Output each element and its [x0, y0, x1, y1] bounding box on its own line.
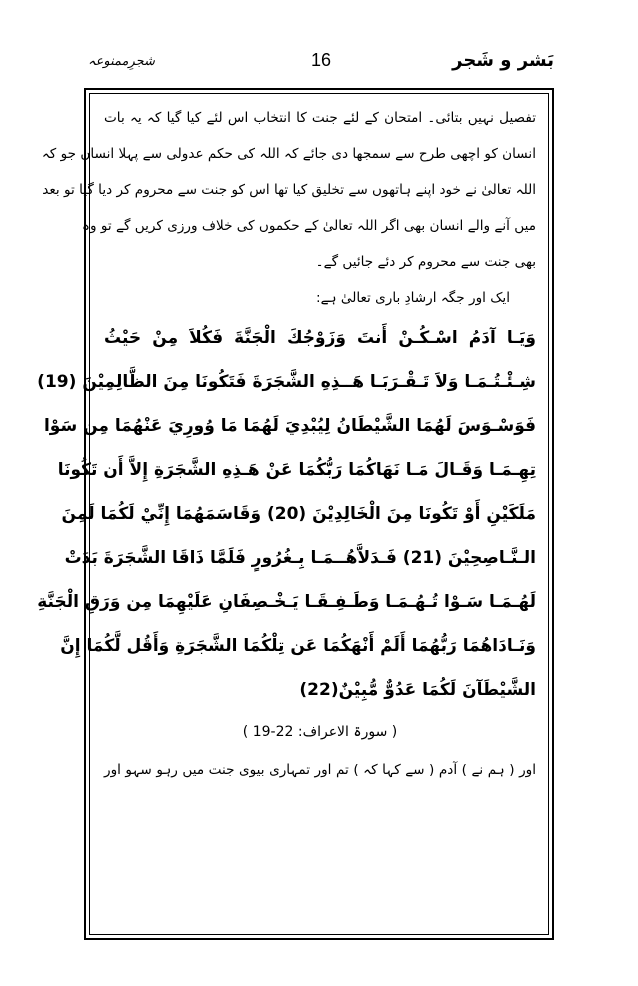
ayat-line: تِهِـمَـا وَقَـالَ مَـا نَهَاكُمَا رَبُّكُمَا عَنْ هَـذِهِ الشَّجَرَةِ إِلاَّ أَن تَكُونَا: [57, 460, 536, 480]
page-header: [88, 50, 554, 80]
ayat-line: وَنَـادَاهُمَا رَبُّهُمَا أَلَمْ أَنْهَكُمَا عَن تِلْكُمَا الشَّجَرَةِ وَأَقُل لَّكُمَا إِنَّ: [60, 636, 536, 656]
quote-intro: ایک اور جگہ ارشادِ باری تعالیٰ ہے:: [316, 290, 510, 306]
section-title: شجرِممنوعہ: [88, 54, 155, 69]
paragraph-line: میں آنے والے انسان بھی اگر اللہ تعالیٰ کے حکموں کی خلاف ورزی کریں گے تو وہ: [82, 218, 536, 234]
paragraph-line: اللہ تعالیٰ نے خود اپنے ہاتھوں سے تخلیق کیا تھا اس کو جنت سے محروم کر دیا گیا تو بعد: [42, 182, 536, 198]
book-title: بَشر و شَجر: [452, 50, 554, 71]
paragraph-line: انسان کو اچھی طرح سے سمجھا دی جائے کہ اللہ کی حکم عدولی سے پہلا انسان جو کہ: [41, 146, 536, 162]
ayat-line: فَوَسْـوَسَ لَهُمَا الشَّيْطَانُ لِيُبْدِيَ لَهُمَا مَا وُورِيَ عَنْهُمَا مِن سَوْا: [43, 416, 536, 436]
surah-reference: ( سورۃ الاعراف: 22-19 ): [242, 724, 398, 740]
page-number: 16: [310, 50, 332, 70]
paragraph-line: تفصیل نہیں بتائی۔ امتحان کے لئے جنت کا انتخاب اس لئے کیا گیا کہ یہ بات: [104, 110, 536, 126]
ayat-line: مَلَكَيْنِ أَوْ تَكُونَا مِنَ الْخَالِدِيْنَ (20) وَقَاسَمَهُمَا إِنِّيْ لَكُمَا لَمِنَ: [61, 504, 536, 524]
ayat-line: لَهُـمَـا سَـوْا تُـهُـمَـا وَطَـفِـقَـا يَـخْـصِفَانِ عَلَيْهِمَا مِن وَرَقِ الْجَنَّةِ: [37, 592, 536, 612]
ayat-line: وَيَـا آدَمُ اسْـكُـنْ أَنتَ وَزَوْجُكَ الْجَنَّةَ فَكُلاَ مِنْ حَيْثُ: [104, 328, 536, 348]
translation-line: اور ( ہم نے ) آدم ( سے کہا کہ ) تم اور تمہاری بیوی جنت میں رہو سہو اور: [104, 762, 536, 778]
ayat-line: الـنَّـاصِحِيْنَ (21) فَـدَلاَّهُــمَـا بِـغُرُورٍ فَلَمَّا ذَاقَا الشَّجَرَةَ بَدَتْ: [64, 548, 536, 568]
paragraph-line: بھی جنت سے محروم کر دئے جائیں گے۔: [315, 254, 536, 270]
ayat-line: الشَّيْطَآنَ لَكُمَا عَدُوٌّ مُّبِيْنٌ(22): [299, 680, 536, 700]
page-content: [37, 100, 536, 788]
ayat-line: شِـئْـتُـمَـا وَلاَ تَـقْـرَبَـا هَــذِهِ الشَّجَرَةَ فَتَكُونَا مِنَ الظَّالِمِيْنَ (19): [37, 372, 536, 392]
